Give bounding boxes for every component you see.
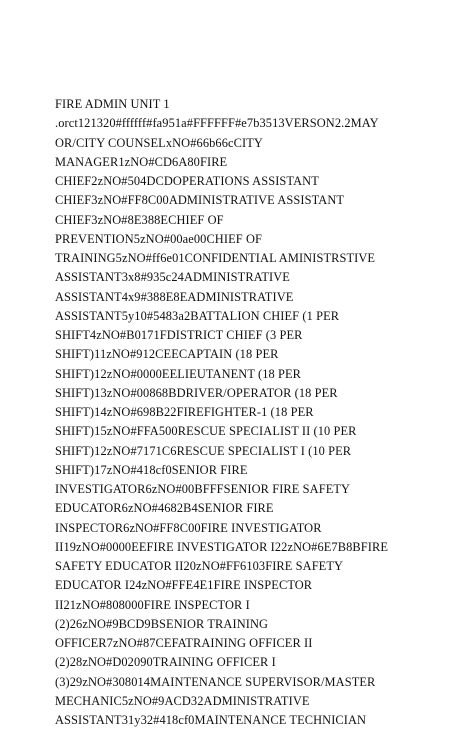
text-line: II21zNO#808000FIRE INSPECTOR I: [55, 597, 250, 612]
text-line: SHIFT)15zNO#FFA500RESCUE SPECIALIST II (10 PER: [55, 424, 357, 439]
text-line: PREVENTION5zNO#00ae00CHIEF OF: [55, 231, 262, 246]
text-line: .orct121320#ffffff#fa951a#FFFFFF#e7b3513VERSON2.2MAY: [55, 116, 379, 131]
text-line: SHIFT)14zNO#698B22FIREFIGHTER-1 (18 PER: [55, 405, 314, 419]
text-line: INVESTIGATOR6zNO#00BFFFSENIOR FIRE SAFETY: [55, 482, 351, 496]
text-line: ASSISTANT5y10#5483a2BATTALION CHIEF (1 PER: [55, 308, 340, 323]
text-line: SHIFT)12zNO#0000EELIEUTANENT (18 PER: [55, 366, 302, 381]
text-line: SHIFT)13zNO#00868BDRIVER/OPERATOR (18 PER: [55, 385, 338, 400]
text-line: CHIEF3zNO#8E388ECHIEF OF: [55, 212, 224, 227]
text-line: OFFICER7zNO#87CEFATRAINING OFFICER II: [55, 636, 313, 650]
text-line: INSPECTOR6zNO#FF8C00FIRE INVESTIGATOR: [55, 520, 322, 535]
text-line: (2)28zNO#D02090TRAINING OFFICER I: [55, 655, 276, 670]
text-line: SHIFT)11zNO#912CEECAPTAIN (18 PER: [55, 347, 279, 362]
text-line: SAFETY EDUCATOR II20zNO#FF6103FIRE SAFETY: [55, 559, 344, 573]
text-line: TRAINING5zNO#ff6e01CONFIDENTIAL AMINISTRSTIVE: [55, 251, 376, 265]
text-line: MANAGER1zNO#CD6A80FIRE: [55, 154, 228, 169]
text-line: SHIFT)12zNO#7171C6RESCUE SPECIALIST I (10 PER: [55, 443, 352, 458]
text-line: CHIEF2zNO#504DCDOPERATIONS ASSISTANT: [55, 174, 319, 188]
text-line: SHIFT)17zNO#418cf0SENIOR FIRE: [55, 462, 248, 477]
text-line: (3)29zNO#308014MAINTENANCE SUPERVISOR/MASTER: [55, 674, 376, 689]
text-line: (2)26zNO#9BCD9BSENIOR TRAINING: [55, 616, 269, 631]
text-line: EDUCATOR6zNO#4682B4SENIOR FIRE: [55, 501, 274, 516]
text-line: OR/CITY COUNSELxNO#66b66cCITY: [55, 135, 263, 150]
text-line: ASSISTANT31y32#418cf0MAINTENANCE TECHNICIAN: [55, 713, 367, 727]
text-line: MECHANIC5zNO#9ACD32ADMINISTRATIVE: [55, 693, 310, 708]
text-line: ASSISTANT4x9#388E8EADMINISTRATIVE: [55, 289, 294, 304]
text-line: ASSISTANT3x8#935c24ADMINISTRATIVE: [55, 270, 290, 285]
text-line: EDUCATOR I24zNO#FFE4E1FIRE INSPECTOR: [55, 578, 313, 593]
document-body: [55, 95, 425, 730]
text-line: CHIEF3zNO#FF8C00ADMINISTRATIVE ASSISTANT: [55, 193, 345, 208]
text-line: FIRE ADMIN UNIT 1: [55, 97, 170, 111]
text-line: SHIFT4zNO#B0171FDISTRICT CHIEF (3 PER: [55, 328, 303, 342]
text-line: II19zNO#0000EEFIRE INVESTIGATOR I22zNO#6E7B8BFIRE: [55, 539, 388, 554]
